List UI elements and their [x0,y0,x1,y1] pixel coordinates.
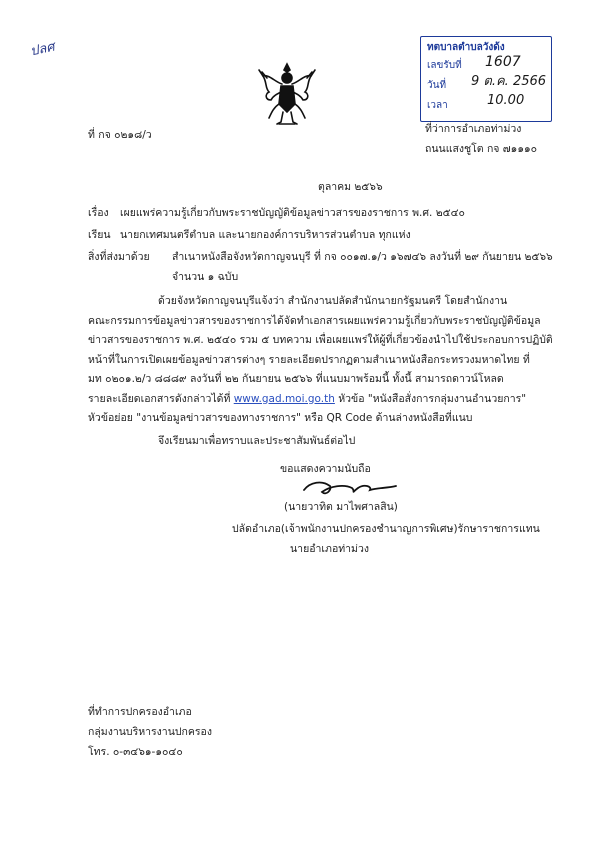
attachment-label: สิ่งที่ส่งมาด้วย [88,251,150,263]
body-line6-post: หัวข้อ "หนังสือสั่งการกลุ่มงานอำนวยการ" [334,392,527,405]
handwritten-mark: ปลศ [28,39,56,60]
subject-text: เผยแพร่ความรู้เกี่ยวกับพระราชบัญญัติข้อมูลข่าวสารของราชการ พ.ศ. ๒๕๔๐ [120,207,465,219]
recipient-text: นายกเทศมนตรีตำบล และนายกองค์การบริหารส่วนตำบล ทุกแห่ง [120,229,411,241]
attachment-line2: จำนวน ๑ ฉบับ [172,271,239,283]
signer-title-1: ปลัดอำเภอ(เจ้าพนักงานปกครองชำนาญการพิเศษ)รักษาราชการแทน [232,523,540,535]
stamp-received-value: 1607 [485,54,521,70]
footer-division: กลุ่มงานบริหารงานปกครอง [88,726,212,738]
receipt-stamp [420,36,552,122]
signer-title-2: นายอำเภอท่าม่วง [290,543,370,555]
subject-label: เรื่อง [88,207,109,219]
stamp-time-value: 10.00 [487,93,525,108]
body-request: จึงเรียนมาเพื่อทราบและประชาสัมพันธ์ต่อไป [158,435,356,447]
letter-date: ตุลาคม ๒๕๖๖ [318,181,383,193]
body-line: หน้าที่ในการเปิดเผยข้อมูลข่าวสารต่างๆ รายละเอียดปรากฏตามสำเนาหนังสือกระทรวงมหาดไทย ที่ [88,353,530,366]
body-line [88,390,527,410]
stamp-date-value: 9 ต.ค. 2566 [471,74,547,89]
sender-address: ถนนแสงชูโต กจ ๗๑๑๑๐ [425,143,538,155]
stamp-time-label: เวลา [427,100,448,111]
doc-number: ที่ กจ ๐๒๑๘/ว [88,129,152,141]
body-line: มท ๐๒๐๑.๒/ว ๘๘๘๙ ลงวันที่ ๒๒ กันยายน ๒๕๖๖ ที่แนบมาพร้อมนี้ ทั้งนี้ สามารถดาวน์โหลด [88,373,504,385]
closing-phrase: ขอแสดงความนับถือ [280,463,371,475]
body-line: หัวข้อย่อย "งานข้อมูลข่าวสารของทางราชการ" หรือ QR Code ด้านล่างหนังสือที่แนบ [88,412,473,424]
website-link[interactable]: www.gad.moi.go.th [233,392,335,405]
sender-office: ที่ว่าการอำเภอท่าม่วง [425,123,522,135]
body-line6-pre: รายละเอียดเอกสารดังกล่าวได้ที่ [88,392,234,405]
signature-icon [300,476,400,500]
body-paragraph [88,292,553,429]
body-line: ข่าวสารของราชการ พ.ศ. ๒๕๔๐ รวม ๕ บทความ เพื่อเผยแพร่ให้ผู้ที่เกี่ยวข้องนำไปใช้ประกอบการปฏิบัติ [88,334,553,346]
stamp-title: ทตบาลตำบลวังด้ง [427,42,505,53]
attachment-line1: สำเนาหนังสือจังหวัดกาญจนบุรี ที่ กจ ๐๐๑๗.๑/ว ๑๖๗๔๖ ลงวันที่ ๒๙ กันยายน ๒๕๖๖ [172,251,553,263]
stamp-date-label: วันที่ [427,80,447,91]
body-line: ด้วยจังหวัดกาญจนบุรีแจ้งว่า สำนักงานปลัดสำนักนายกรัฐมนตรี โดยสำนักงาน [158,295,508,307]
footer-office: ที่ทำการปกครองอำเภอ [88,706,192,718]
footer-phone: โทร. ๐-๓๔๖๑-๑๐๔๐ [88,746,183,758]
body-line: คณะกรรมการข้อมูลข่าวสารของราชการได้จัดทำเอกสารเผยแพร่ความรู้เกี่ยวกับพระราชบัญญัติข้อมูล [88,314,541,327]
stamp-received-label: เลขรับที่ [427,60,462,71]
garuda-emblem-icon [257,58,317,130]
recipient-label: เรียน [88,229,111,241]
signer-name: (นายวาทิต มาไพศาลสิน) [284,501,398,513]
